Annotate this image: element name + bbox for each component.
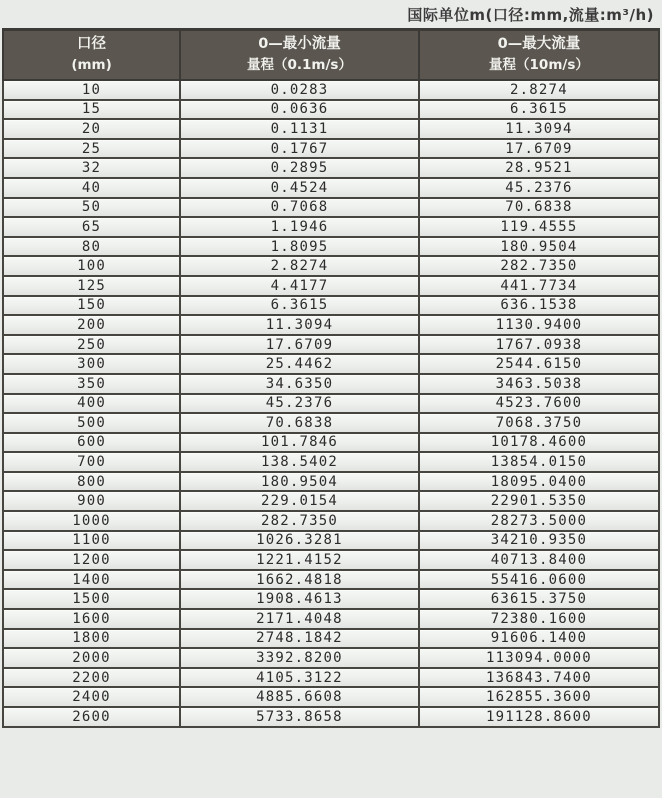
cell-max-flow: 28.9521 (419, 158, 659, 178)
cell-max-flow: 1767.0938 (419, 335, 659, 355)
cell-diameter: 100 (3, 256, 180, 276)
cell-max-flow: 45.2376 (419, 178, 659, 198)
cell-max-flow: 17.6709 (419, 139, 659, 159)
cell-min-flow: 1026.3281 (180, 531, 419, 551)
cell-diameter: 800 (3, 472, 180, 492)
table-row (3, 648, 659, 668)
cell-min-flow: 0.2895 (180, 158, 419, 178)
cell-diameter: 1000 (3, 511, 180, 531)
cell-max-flow: 282.7350 (419, 256, 659, 276)
cell-min-flow: 229.0154 (180, 491, 419, 511)
table-header (3, 30, 659, 81)
table-row (3, 687, 659, 707)
cell-diameter: 150 (3, 296, 180, 316)
cell-diameter: 25 (3, 139, 180, 159)
cell-max-flow: 113094.0000 (419, 648, 659, 668)
cell-min-flow: 17.6709 (180, 335, 419, 355)
cell-max-flow: 191128.8600 (419, 707, 659, 727)
table-row (3, 158, 659, 178)
cell-min-flow: 1908.4613 (180, 589, 419, 609)
cell-min-flow: 0.0636 (180, 100, 419, 120)
table-row (3, 491, 659, 511)
cell-min-flow: 4.4177 (180, 276, 419, 296)
cell-max-flow: 18095.0400 (419, 472, 659, 492)
cell-diameter: 600 (3, 433, 180, 453)
cell-min-flow: 11.3094 (180, 315, 419, 335)
cell-diameter: 300 (3, 354, 180, 374)
cell-min-flow: 1662.4818 (180, 570, 419, 590)
cell-diameter: 1500 (3, 589, 180, 609)
cell-min-flow: 0.0283 (180, 80, 419, 100)
cell-max-flow: 13854.0150 (419, 452, 659, 472)
cell-min-flow: 2748.1842 (180, 629, 419, 649)
table-row (3, 296, 659, 316)
header-diameter-label: 口径 (77, 35, 107, 52)
cell-min-flow: 4885.6608 (180, 687, 419, 707)
header-min-flow-label: 0—最小流量 (258, 35, 341, 52)
cell-diameter: 20 (3, 119, 180, 139)
cell-max-flow: 136843.7400 (419, 668, 659, 688)
cell-min-flow: 1.8095 (180, 237, 419, 257)
cell-diameter: 200 (3, 315, 180, 335)
cell-diameter: 400 (3, 394, 180, 414)
cell-max-flow: 22901.5350 (419, 491, 659, 511)
table-row (3, 433, 659, 453)
cell-diameter: 350 (3, 374, 180, 394)
table-row (3, 707, 659, 727)
cell-diameter: 700 (3, 452, 180, 472)
cell-diameter: 40 (3, 178, 180, 198)
cell-max-flow: 4523.7600 (419, 394, 659, 414)
table-row (3, 276, 659, 296)
cell-max-flow: 636.1538 (419, 296, 659, 316)
cell-max-flow: 2.8274 (419, 80, 659, 100)
cell-diameter: 125 (3, 276, 180, 296)
table-row (3, 609, 659, 629)
cell-max-flow: 72380.1600 (419, 609, 659, 629)
cell-diameter: 1100 (3, 531, 180, 551)
cell-max-flow: 55416.0600 (419, 570, 659, 590)
cell-max-flow: 180.9504 (419, 237, 659, 257)
cell-max-flow: 119.4555 (419, 217, 659, 237)
table-row (3, 80, 659, 100)
cell-diameter: 80 (3, 237, 180, 257)
cell-diameter: 15 (3, 100, 180, 120)
cell-diameter: 1800 (3, 629, 180, 649)
table-row (3, 629, 659, 649)
table-row (3, 198, 659, 218)
cell-min-flow: 34.6350 (180, 374, 419, 394)
header-diameter-unit: (mm) (71, 57, 112, 73)
cell-max-flow: 91606.1400 (419, 629, 659, 649)
cell-min-flow: 5733.8658 (180, 707, 419, 727)
table-row (3, 472, 659, 492)
cell-max-flow: 28273.5000 (419, 511, 659, 531)
cell-min-flow: 180.9504 (180, 472, 419, 492)
cell-max-flow: 1130.9400 (419, 315, 659, 335)
table-row (3, 217, 659, 237)
table-row (3, 570, 659, 590)
cell-diameter: 32 (3, 158, 180, 178)
cell-min-flow: 0.4524 (180, 178, 419, 198)
table-row (3, 354, 659, 374)
cell-max-flow: 6.3615 (419, 100, 659, 120)
cell-diameter: 10 (3, 80, 180, 100)
header-max-flow (419, 30, 659, 81)
header-min-flow (180, 30, 419, 81)
table-row (3, 139, 659, 159)
cell-min-flow: 4105.3122 (180, 668, 419, 688)
cell-max-flow: 40713.8400 (419, 550, 659, 570)
table-row (3, 256, 659, 276)
cell-max-flow: 63615.3750 (419, 589, 659, 609)
header-min-flow-range: 量程（0.1m/s） (247, 57, 352, 73)
table-row (3, 589, 659, 609)
page-title: 国际单位m(口径:mm,流量:m³/h) (407, 6, 654, 24)
cell-min-flow: 45.2376 (180, 394, 419, 414)
table-row (3, 374, 659, 394)
cell-diameter: 2400 (3, 687, 180, 707)
cell-max-flow: 70.6838 (419, 198, 659, 218)
cell-min-flow: 101.7846 (180, 433, 419, 453)
cell-diameter: 2200 (3, 668, 180, 688)
cell-min-flow: 1221.4152 (180, 550, 419, 570)
table-row (3, 668, 659, 688)
cell-min-flow: 0.1767 (180, 139, 419, 159)
table-row (3, 531, 659, 551)
cell-max-flow: 7068.3750 (419, 413, 659, 433)
cell-diameter: 1200 (3, 550, 180, 570)
cell-min-flow: 0.1131 (180, 119, 419, 139)
cell-min-flow: 282.7350 (180, 511, 419, 531)
cell-min-flow: 70.6838 (180, 413, 419, 433)
table-row (3, 511, 659, 531)
cell-min-flow: 2.8274 (180, 256, 419, 276)
table-row (3, 178, 659, 198)
cell-max-flow: 34210.9350 (419, 531, 659, 551)
cell-diameter: 2000 (3, 648, 180, 668)
flow-range-table (2, 28, 660, 728)
cell-diameter: 2600 (3, 707, 180, 727)
cell-max-flow: 162855.3600 (419, 687, 659, 707)
cell-max-flow: 3463.5038 (419, 374, 659, 394)
table-row (3, 394, 659, 414)
flow-table-body (3, 80, 659, 727)
cell-diameter: 1600 (3, 609, 180, 629)
header-max-flow-range: 量程（10m/s） (489, 57, 589, 73)
cell-min-flow: 2171.4048 (180, 609, 419, 629)
cell-max-flow: 11.3094 (419, 119, 659, 139)
cell-diameter: 1400 (3, 570, 180, 590)
cell-max-flow: 441.7734 (419, 276, 659, 296)
cell-diameter: 65 (3, 217, 180, 237)
cell-min-flow: 1.1946 (180, 217, 419, 237)
cell-min-flow: 3392.8200 (180, 648, 419, 668)
cell-diameter: 500 (3, 413, 180, 433)
header-row (3, 30, 659, 81)
table-row (3, 550, 659, 570)
cell-diameter: 50 (3, 198, 180, 218)
cell-max-flow: 2544.6150 (419, 354, 659, 374)
table-row (3, 100, 659, 120)
cell-diameter: 250 (3, 335, 180, 355)
table-row (3, 119, 659, 139)
header-max-flow-label: 0—最大流量 (497, 35, 581, 52)
cell-min-flow: 25.4462 (180, 354, 419, 374)
cell-max-flow: 10178.4600 (419, 433, 659, 453)
table-row (3, 315, 659, 335)
cell-min-flow: 0.7068 (180, 198, 419, 218)
cell-diameter: 900 (3, 491, 180, 511)
cell-min-flow: 138.5402 (180, 452, 419, 472)
table-row (3, 335, 659, 355)
table-row (3, 452, 659, 472)
cell-min-flow: 6.3615 (180, 296, 419, 316)
header-diameter (3, 30, 180, 81)
table-row (3, 237, 659, 257)
table-row (3, 413, 659, 433)
